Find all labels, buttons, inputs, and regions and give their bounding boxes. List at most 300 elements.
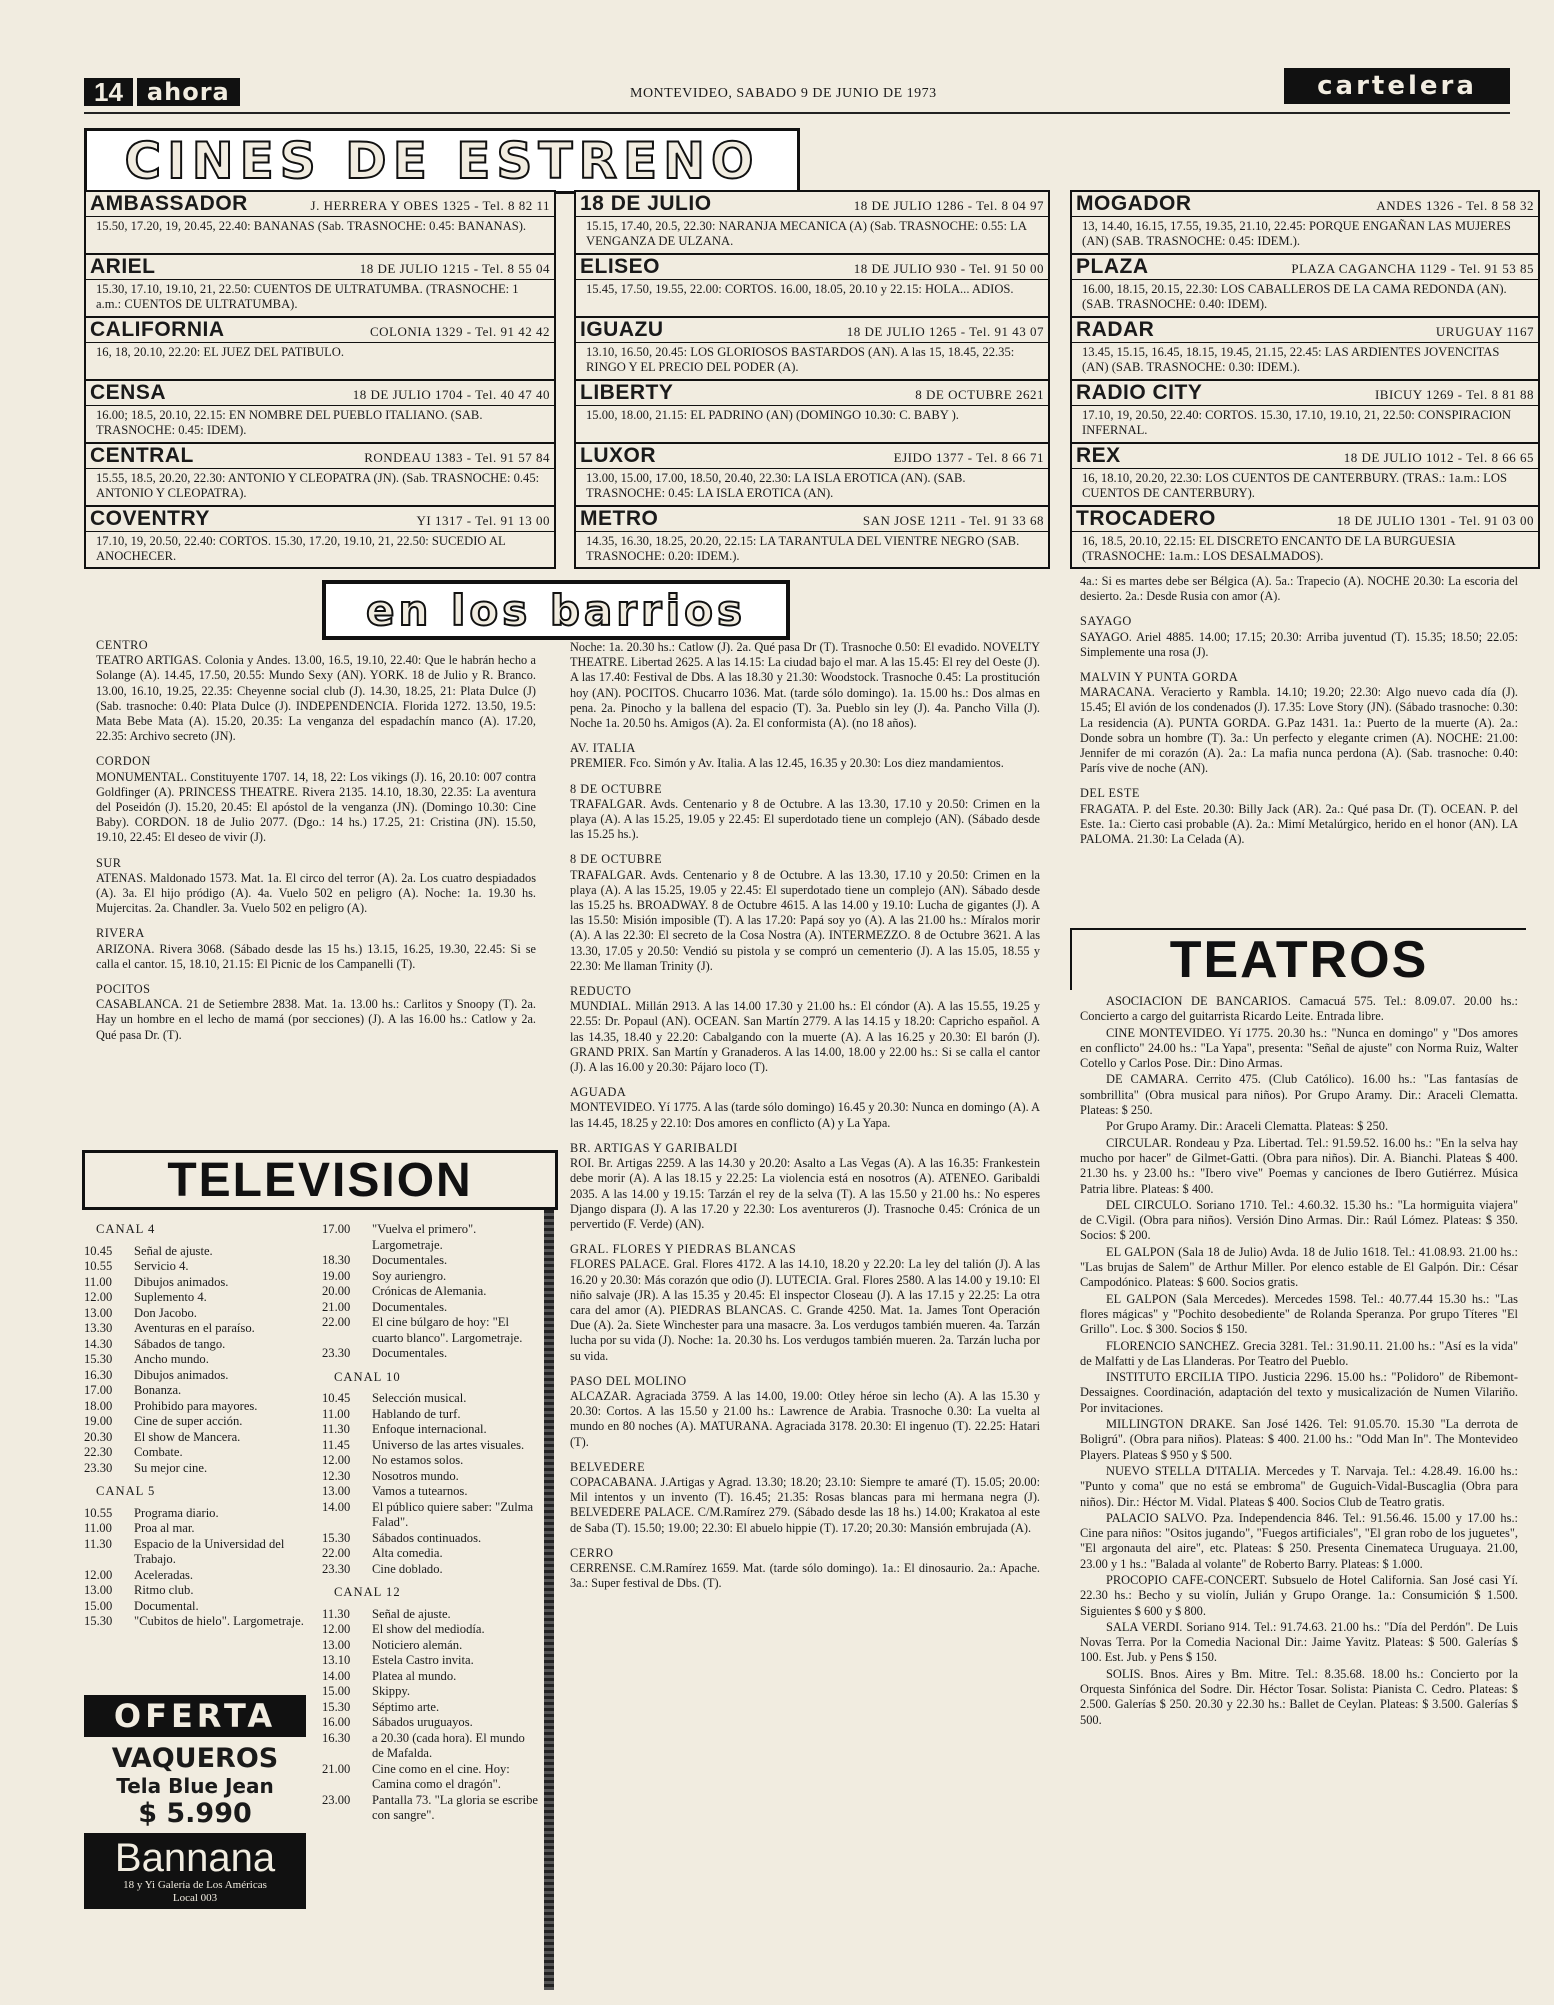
tv-program-time: 12.00 [322,1622,351,1636]
tv-program-time: 15.00 [322,1684,351,1698]
page-header-left [84,78,240,106]
tv-program-title: Aceleradas. [134,1567,194,1582]
barrio-section [1080,670,1518,776]
tv-program-title: El público quiere saber: "Zulma Falad". [372,1499,534,1529]
tv-program-time: 11.45 [322,1437,350,1452]
barrio-section [1080,574,1518,604]
tv-program [322,1269,538,1285]
cinema-header [1072,507,1538,532]
cinema-address: 18 DE JULIO 1704 - Tel. 40 47 40 [352,387,550,402]
theater-entry: PROCOPIO CAFE-CONCERT. Subsuelo de Hotel California. San José casi Yí. 22.30 hs.: Becho y su violín, Julián y Grupo Orange. 1a.: Consumición $ 1.500. Siguientes $ 600 y $ 800. [1080,1572,1518,1618]
tv-program-title: Don Jacobo. [134,1305,197,1320]
cinema-name: LIBERTY [580,381,674,404]
barrio-section [570,1460,1040,1536]
tv-program-time: 10.45 [84,1243,113,1258]
cinema-name: RADIO CITY [1076,381,1203,404]
tv-program [84,1399,304,1415]
estreno-column-3 [1070,190,1540,569]
tv-program [322,1715,538,1731]
tv-program-title: Dibujos animados. [134,1274,229,1289]
barrio-listings: PREMIER. Fco. Simón y Av. Italia. A las 12.45, 16.35 y 20.30: Los diez mandamientos. [570,756,1004,771]
barrio-listings: COPACABANA. J.Artigas y Agrad. 13.30; 18.20; 23.10: Siempre te amaré (T). 15.05; 20.00: Mil intentos y un invento (T). 16.45; 21.35: Rosas blancas para mi hermana negra (J). BELVEDERE PALACE. C/M.Ramírez 279. (Sábado desde las 18 hs.) 14.00; Krakatoa al este de Saba (T). 15.50; 19.00; 22.30: El abuelo hippie (T). 17.20; 20.30: Mansión embrujada (A). [570,1474,1040,1535]
cinema-header [86,444,554,469]
tv-program [322,1315,538,1346]
barrios-column-1 [96,638,536,1043]
cinema-address: RONDEAU 1383 - Tel. 91 57 84 [364,450,550,465]
cinema-address: 18 DE JULIO 1215 - Tel. 8 55 04 [359,261,550,276]
cinema-header [1072,318,1538,343]
tv-channel-name: CANAL 4 [96,1222,156,1236]
barrios-column-3 [1080,574,1518,847]
tv-program-title: El show del mediodía. [372,1622,485,1636]
tv-program [84,1506,304,1522]
tv-program-time: 14.00 [322,1499,351,1514]
barrio-section [570,741,1040,771]
tv-program-time: 18.30 [322,1253,351,1267]
theater-entry: PALACIO SALVO. Pza. Independencia 846. Tel.: 91.56.46. 15.00 y 17.00 hs.: Cine para niños: "Ositos jugando", "Fuegos artificiales", "El gran robo de los juguetes", "El argonauta del aire", etc. Plateas: $ 250. Presenta Cinemateca Uruguaya. 21.00, 23.00 y 1 hs.: "Balada al volante" de Roberto Barry. Plateas: $ 1.000. [1080,1510,1518,1571]
tv-program-title: Hablando de turf. [372,1406,461,1421]
tv-program-time: 12.00 [84,1290,113,1304]
theater-entry: DE CAMARA. Cerrito 475. (Club Católico). 16.00 hs.: "Las fantasías de sombrillita" (Obra musical para niños). Por Grupo Aramy. Dir.: Araceli Clematta. Plateas: $ 250. [1080,1072,1518,1118]
tv-program-title: Ancho mundo. [134,1352,209,1366]
cinema-listing [576,318,1048,381]
barrio-name: 8 DE OCTUBRE [570,781,663,796]
tv-program-title: Cine doblado. [372,1561,443,1576]
cinema-listing [1072,318,1538,381]
cinema-header [86,318,554,343]
cinema-name: REX [1076,444,1121,467]
tv-program-time: 12.00 [322,1453,351,1467]
barrio-section [96,638,536,744]
tv-program-time: 23.30 [322,1561,351,1576]
barrio-section [570,640,1040,731]
tv-program [322,1793,538,1824]
tv-program-title: No estamos solos. [372,1453,464,1467]
cinema-name: 18 DE JULIO [580,192,712,215]
barrio-listings: TEATRO ARTIGAS. Colonia y Andes. 13.00, 16.5, 19.10, 22.40: Que le habrán hecho a Solange (A). 14.45, 17.50, 20.55: Mundo Sexy (AN). YORK. 18 de Julio y R. Branco. 13.00, 16.10, 19.25, 22.35: Cheyenne social club (J). 14.30, 18.25, 21: Plata Dulce (J) (Sab. trasnoche: 0.40: Plata Dulce (J). INDEPENDENCIA. Florida 1272. 13.50, 19.5: Mata Bebe Mata (A). 15.20, 20.35: La venganza del espadachín manco (A). 17.20, 22.35: Archivo secreto (JN). [96,653,536,744]
theater-entry: CINE MONTEVIDEO. Yí 1775. 20.30 hs.: "Nunca en domingo" y "Dos amores en conflicto" 24.00 hs.: "La Yapa", presenta: "Señal de ajuste" con Norma Ruiz, Walter Cotello y Carlos Pose. Dir.: Dino Armas. [1080,1025,1518,1071]
tv-program-title: Dibujos animados. [134,1367,229,1382]
cinema-name: TROCADERO [1076,507,1216,530]
cinema-showtimes: 16.00, 18.15, 20.15, 22.30: LOS CABALLEROS DE LA CAMA REDONDA (AN). (SAB. TRASNOCHE: 0.40: IDEM). [1082,282,1507,311]
tv-program [322,1531,538,1547]
theater-entry: DEL CIRCULO. Soriano 1710. Tel.: 4.60.32. 15.30 hs.: "La hormiguita viajera" de C.Vigil. (Obra para niños). Versión Dino Armas. Dir.: Raúl Lómez. Plateas: $ 350. Socios: $ 200. [1080,1197,1518,1243]
tv-program [322,1346,538,1362]
cinema-name: IGUAZU [580,318,664,341]
teatros-list [1080,994,1518,1729]
cinema-address: 18 DE JULIO 1301 - Tel. 91 03 00 [1336,513,1534,528]
cinema-address: URUGUAY 1167 [1435,324,1534,339]
tv-program [84,1599,304,1615]
cinema-listing [1072,507,1538,568]
tv-program-time: 15.30 [84,1352,113,1366]
theater-entry: EL GALPON (Sala Mercedes). Mercedes 1598. Tel.: 40.77.44 15.30 hs.: "Las flores mágicas" y "Pochito desobediente" de Rolanda Speranza. Por grupo Títeres "El Grillo". Loc. $ 300. Socios $ 150. [1080,1291,1518,1337]
cinema-header [86,255,554,280]
tv-program-title: Sábados uruguayos. [372,1715,473,1729]
tv-program [84,1337,304,1353]
theater-entry: NUEVO STELLA D'ITALIA. Mercedes y T. Narvaja. Tel.: 4.28.49. 16.00 hs.: "Punto y coma" que no está se embroma" de Guguich-Vidal-Buscaglia (Obra para niños). Dir.: Héctor M. Vidal. Plateas $ 400. Socios Club de Teatro gratis. [1080,1463,1518,1509]
tv-program-title: Platea al mundo. [372,1668,457,1683]
cinema-address: ANDES 1326 - Tel. 8 58 32 [1376,198,1534,213]
tv-program-title: Selección musical. [372,1391,467,1405]
barrios-column-2 [570,640,1040,1591]
barrio-name: RIVERA [96,926,145,941]
tv-program-title: Espacio de la Universidad del Trabajo. [134,1536,285,1566]
barrio-name: GRAL. FLORES Y PIEDRAS BLANCAS [570,1242,797,1257]
teatros-title-box [1070,928,1526,990]
tv-program-title: Vamos a tutearnos. [372,1484,468,1498]
cinema-name: PLAZA [1076,255,1149,278]
cinema-address: COLONIA 1329 - Tel. 91 42 42 [369,324,550,339]
tv-program-title: Sábados de tango. [134,1336,226,1351]
barrio-listings: MUNDIAL. Millán 2913. A las 14.00 17.30 y 21.00 hs.: El cóndor (A). A las 15.55, 19.25 y 22.55: Dr. Popaul (AN). OCEAN. San Martín 2779. A las 14.15 y 18.20: Capricho español. A las 14.35, 18.40 y 22.20: Cabalgando con la muerte (A). A las 16.25 y 20.30: El barón (J). GRAND PRIX. San Martín y Granaderos. A las 14.00, 18.00 y 22.00 hs.: Si se calla el cantor (J). A las 16.00 y 20.30: Pájaro loco (T). [570,999,1040,1075]
tv-program-title: Noticiero alemán. [372,1637,463,1652]
tv-program-time: 22.30 [84,1445,113,1459]
cinema-listing [86,318,554,381]
barrio-section [570,1141,1040,1232]
tv-program-title: Programa diario. [134,1505,219,1520]
barrio-name: AGUADA [570,1085,627,1100]
tv-program [84,1614,304,1630]
barrio-listings: SAYAGO. Ariel 4885. 14.00; 17.15; 20.30: Arriba juventud (T). 15.35; 18.50; 22.05: Simplemente una rosa (J). [1080,629,1518,659]
tv-program [322,1438,538,1454]
estreno-column-1 [84,190,556,569]
barrio-name: PASO DEL MOLINO [570,1373,687,1388]
tv-program-time: 15.30 [322,1699,351,1714]
tv-program [322,1453,538,1469]
cinema-showtimes: 17.10, 19, 20.50, 22.40: CORTOS. 15.30, 17.20, 19.10, 21, 22.50: SUCEDIO AL ANOCHECER. [96,534,506,563]
cinema-header [86,192,554,217]
tv-channel-name: CANAL 5 [96,1484,156,1498]
tv-program-time: 17.00 [84,1383,113,1397]
ad-store-address: 18 y Yi Galería de Los Américas [123,1879,267,1891]
cinema-name: CENTRAL [90,444,194,467]
tv-program [322,1253,538,1269]
cinema-address: 18 DE JULIO 930 - Tel. 91 50 00 [853,261,1044,276]
cinema-listing [1072,444,1538,507]
barrio-listings: ATENAS. Maldonado 1573. Mat. 1a. El circo del terror (A). 2a. Los cuatro despiadados (A). 3a. El hijo pródigo (A). 4a. Vuelo 502 en peligro (A). Noche: 1a. 19.30 hs. Mujercitas. 2a. Chandler. 3a. Vuelo 502 en peligro (A). [96,870,536,916]
tv-program-time: 19.00 [322,1268,351,1283]
tv-program-title: El cine búlgaro de hoy: "El cuarto blanco". Largometraje. [372,1315,523,1345]
tv-program [84,1244,304,1260]
tv-program [322,1500,538,1531]
cinema-name: ELISEO [580,255,661,278]
tv-program-title: Documentales. [372,1299,448,1314]
cinema-showtimes: 15.45, 17.50, 19.55, 22.00: CORTOS. 16.00, 18.05, 20.10 y 22.15: HOLA... ADIOS. [586,282,1014,296]
barrio-listings: ALCAZAR. Agraciada 3759. A las 14.00, 19.00: Otley héroe sin lecho (A). A las 15.30 y 20.30: Cortos. A las 15.50 y 21.00 hs.: Lawrence de Arabia. Trasnoche 0.30: La vuelta al mundo en 80 noches (A). MATURANA. Agraciada 3178. 20.30: El ingenuo (T). 22.25: Hatari (T). [570,1388,1040,1449]
cinema-showtimes: 14.35, 16.30, 18.25, 20.20, 22.15: LA TARANTULA DEL VIENTRE NEGRO (SAB. TRASNOCHE: 0.20: IDEM.). [586,534,1020,563]
cinema-showtimes: 16, 18.10, 20.20, 22.30: LOS CUENTOS DE CANTERBURY. (TRAS.: 1a.m.: LOS CUENTOS DE CANTERBURY). [1082,471,1507,500]
barrio-listings: ROI. Br. Artigas 2259. A las 14.30 y 20.20: Asalto a Las Vegas (A). A las 16.35: Frankestein debe morir (A). A las 18.15 y 22.25: La violencia está en nosotros (A). ATENEO. Garibaldi 2035. A las 14.00 y 19.15: Tarzán el rey de la selva (T). A las 15.50 y 21.00 hs.: No esperes Django dispara (J). A las 17.20 y 22.30: Los aventureros (J). Trasnoche 0.45: Crónica de un pervertido (F. Verde) (AN). [570,1156,1040,1231]
tv-program-time: 13.30 [84,1321,113,1335]
tv-program-time: 13.00 [322,1484,351,1498]
cinema-showtimes: 13.00, 15.00, 17.00, 18.50, 20.40, 22.30: LA ISLA EROTICA (AN). (SAB. TRASNOCHE: 0.45: LA ISLA EROTICA (AN). [586,471,966,500]
tv-program-title: Documentales. [372,1253,448,1267]
cinema-address: PLAZA CAGANCHA 1129 - Tel. 91 53 85 [1291,261,1534,276]
tv-program [84,1414,304,1430]
theater-entry: CIRCULAR. Rondeau y Pza. Libertad. Tel.: 91.59.52. 16.00 hs.: "En la selva hay mucho por hacer" de Gilmet-Gatti. (Obra para niños). Dir. A. Bianchi. Plateas $ 400. 21.30 hs. y 23.00 hs.: "Ibero vive" Poemas y canciones de Ibero Gutiérrez. Música Patria libre. Plateas: $ 400. [1080,1135,1518,1196]
cinema-header [1072,444,1538,469]
cinema-header [576,507,1048,532]
barrio-listings: TRAFALGAR. Avds. Centenario y 8 de Octubre. A las 13.30, 17.10 y 20.50: Crimen en la playa (A). A las 15.25, 19.05 y 22.45: El superdotado tiene un complejo (AN). (Sábado desde las 15.25 hs.). [570,796,1040,842]
tv-program-time: 23.00 [322,1792,351,1807]
cinema-header [1072,381,1538,406]
barrio-name: BR. ARTIGAS Y GARIBALDI [570,1140,738,1155]
tv-program-title: a 20.30 (cada hora). El mundo de Mafalda. [372,1730,525,1760]
cinema-name: METRO [580,507,659,530]
barrio-name: 8 DE OCTUBRE [570,852,663,867]
barrio-listings: MONUMENTAL. Constituyente 1707. 14, 18, 22: Los vikings (J). 16, 20.10: 007 contra Goldfinger (A). PRINCESS THEATRE. Rivera 2135. 14.10, 18.30, 22.35: La aventura del Poseidón (J). 15.20, 20.45: El apóstol de la venganza (JN). (Domingo 10.30: Cine Baby). CORDON. 18 de Julio 2077. (Dgo.: 14 hs.) 17.25, 21: Cristina (JN). 15.50, 19.10, 22.45: El deseo de vivir (J). [96,769,536,845]
barrio-name: REDUCTO [570,984,632,999]
tv-program-title: Séptimo arte. [372,1699,440,1714]
ad-headline: OFERTA [84,1695,306,1737]
cinema-name: LUXOR [580,444,656,467]
tv-program-time: 10.45 [322,1391,351,1405]
tv-program [322,1700,538,1716]
tv-program-title: Crónicas de Alemania. [372,1284,487,1298]
tv-program-time: 13.00 [322,1637,351,1652]
teatros-title: TEATROS [1169,931,1429,989]
tv-program-time: 19.00 [84,1414,113,1428]
barrio-name: MALVIN Y PUNTA GORDA [1080,670,1239,685]
tv-program [322,1622,538,1638]
cinema-showtimes: 16, 18, 20.10, 22.20: EL JUEZ DEL PATIBULO. [96,345,345,359]
tv-program-time: 11.00 [84,1521,112,1535]
tv-column-divider [544,1210,554,1990]
tv-program [322,1638,538,1654]
theater-entry: MILLINGTON DRAKE. San José 1426. Tel: 91.05.70. 15.30 "La derrota de Boligrú". (Obra para niños). Plateas: $ 400. 21.00 hs.: "Odd Man In". The Montevideo Players. Plateas $ 950 y $ 500. [1080,1417,1518,1462]
barrio-section [570,1374,1040,1450]
cinema-name: RADAR [1076,318,1155,341]
tv-program-title: "Vuelva el primero". Largometraje. [372,1222,477,1252]
tv-program-title: Documentales. [372,1346,448,1360]
barrio-listings: Noche: 1a. 20.30 hs.: Catlow (J). 2a. Qué pasa Dr (T). Trasnoche 0.50: El evadido. NOVELTY THEATRE. Libertad 2625. A las 14.15: La ciudad bajo el mar. A las 15.45: El rey del Oeste (J). A las 17.40: Festival de Dbs. A las 18.30 y 21.30: Woodstock. Trasnoche 0.45: La prostitución hoy (AN). POCITOS. Chucarro 1036. Mat. (tarde sólo domingo). 1a. 15.00 hs.: Dos almas en pena. 2a. Pinocho y la ballena del espacio (T). 3a. Pueblo sin ley (J). 4a. Pancho Villa (J). Noche 1a. 20.50 hs. Amigos (A). 2a. El conformista (A). (no 18 años). [570,640,1040,731]
barrio-name: AV. ITALIA [570,741,636,756]
tv-program [84,1383,304,1399]
tv-program-time: 16.00 [322,1715,351,1729]
tv-program [84,1368,304,1384]
tv-program [322,1653,538,1669]
barrio-section [570,984,1040,1075]
tv-program-time: 11.30 [322,1606,350,1621]
tv-program-title: Cine como en el cine. Hoy: Camina como el dragón". [372,1761,510,1791]
cinema-showtimes: 13.45, 15.15, 16.45, 18.15, 19.45, 21.15, 22.45: LAS ARDIENTES JOVENCITAS (AN) (SAB. TRASNOCHE: 0.30: IDEM.). [1082,345,1500,374]
cinema-header [86,381,554,406]
tv-program-time: 17.00 [322,1222,351,1236]
tv-program-title: Señal de ajuste. [372,1606,451,1621]
tv-program [84,1275,304,1291]
barrio-listings: MARACANA. Veracierto y Rambla. 14.10; 19.20; 22.30: Algo nuevo cada día (J). 15.45; El avión de los condenados (J). 17.35: Love Story (JN). (Sábado trasnoche: 0.30: La residencia (A). PUNTA GORDA. G.Paz 1431. 1a.: Puerto de la muerte (A). 2a.: Donde sobra un hombre (T). 3a.: Un perfecto y elegante crimen (A). NOCHE: 21.00: Jennifer de mi corazón (A). 2a.: La mafia nunca perdona (A). (Sab. trasnoche: 0.40: París vive de noche (AN). [1080,685,1518,776]
tv-program-title: Ritmo club. [134,1583,194,1597]
page-number: 14 [84,78,133,106]
cinema-address: SAN JOSE 1211 - Tel. 91 33 68 [862,513,1044,528]
barrio-section [1080,614,1518,660]
tv-program-title: Su mejor cine. [134,1460,208,1475]
ad-price: $ 5.990 [138,1798,252,1829]
tv-title: TELEVISION [167,1153,473,1207]
tv-program [322,1469,538,1485]
barrio-name: CORDON [96,754,151,769]
estreno-title: CINES DE ESTRENO [124,132,760,190]
cinema-name: ARIEL [90,255,156,278]
cinema-address: 18 DE JULIO 1012 - Tel. 8 66 65 [1343,450,1534,465]
cinema-listing [1072,192,1538,255]
tv-program-title: Proa al mar. [134,1521,195,1535]
tv-program [322,1546,538,1562]
cinema-listing [86,255,554,318]
masthead-logo: ahora [137,78,240,106]
tv-program [84,1445,304,1461]
tv-program-time: 15.00 [84,1598,113,1613]
cinema-listing [86,192,554,255]
barrio-section [570,1546,1040,1592]
tv-program-time: 13.00 [84,1583,113,1597]
barrio-listings: CERRENSE. C.M.Ramírez 1659. Mat. (tarde sólo domingo). 1a.: El dinosaurio. 2a.: Apache. 3a.: Super festival de Dbs. (T). [570,1560,1040,1591]
ad-fabric: Tela Blue Jean [116,1774,274,1798]
tv-program-time: 21.00 [322,1761,351,1776]
barrio-listings: 4a.: Si es martes debe ser Bélgica (A). 5a.: Trapecio (A). NOCHE 20.30: La escoria del desierto. 2a.: Desde Rusia con amor (A). [1080,574,1518,604]
tv-program-time: 11.30 [84,1536,112,1551]
tv-program [322,1222,538,1253]
cinema-address: 18 DE JULIO 1286 - Tel. 8 04 97 [853,198,1044,213]
cinema-header [1072,192,1538,217]
tv-program [322,1762,538,1793]
estreno-title-box [84,128,800,194]
tv-program-time: 13.10 [322,1653,351,1667]
tv-program-time: 21.00 [322,1299,351,1314]
cinema-listing [1072,255,1538,318]
tv-program [322,1684,538,1700]
cinema-name: AMBASSADOR [90,192,248,215]
cinema-listing [576,507,1048,568]
barrio-name: DEL ESTE [1080,786,1140,801]
barrio-section [570,852,1040,974]
cinema-showtimes: 13, 14.40, 16.15, 17.55, 19.35, 21.10, 22.45: PORQUE ENGAÑAN LAS MUJERES (AN) (SAB. TRASNOCHE: 0.45: IDEM.). [1082,219,1511,248]
cinema-showtimes: 15.00, 18.00, 21.15: EL PADRINO (AN) (DOMINGO 10.30: C. BABY ). [586,408,959,422]
cinema-name: CENSA [90,381,167,404]
cinema-header [1072,255,1538,280]
header-rule [84,112,1510,114]
cinema-address: IBICUY 1269 - Tel. 8 81 88 [1374,387,1534,402]
barrio-name: CENTRO [96,638,149,652]
tv-program [322,1407,538,1423]
theater-entry: SOLIS. Bnos. Aires y Bm. Mitre. Tel.: 8.35.68. 18.00 hs.: Concierto por la Orquesta Sinfónica del Sodre. Dir. Héctor Tosar. Solista: Pianista C. Cedro. Plateas: $ 2.500. Galerías $ 250. 20.30 y 22.30 hs.: Ballet de Ceylan. Plateas: $ 3.500. Galerías $ 500. [1080,1666,1518,1727]
tv-program-time: 20.00 [322,1284,351,1298]
cinema-showtimes: 15.15, 17.40, 20.5, 22.30: NARANJA MECANICA (A) (Sab. TRASNOCHE: 0.55: LA VENGANZA DE ULZANA. [586,219,1027,248]
cinema-address: J. HERRERA Y OBES 1325 - Tel. 8 82 11 [310,198,550,213]
barrio-name: CERRO [570,1545,614,1560]
tv-program-title: El show de Mancera. [134,1429,241,1444]
tv-program-title: Combate. [134,1445,183,1459]
theater-entry: FLORENCIO SANCHEZ. Grecia 3281. Tel.: 31.90.11. 21.00 hs.: "Así es la vida" de Malfatti y de Las Llanderas. Por Teatro del Pueblo. [1080,1338,1518,1368]
tv-program [84,1537,304,1568]
cinema-listing [86,381,554,444]
tv-program-title: Skippy. [372,1684,411,1698]
tv-program-time: 20.30 [84,1429,113,1444]
cinema-listing [86,444,554,507]
cinema-header [576,381,1048,406]
barrio-section [1080,786,1518,847]
tv-program-time: 15.30 [84,1614,113,1628]
tv-program [84,1583,304,1599]
theater-entry: ASOCIACION DE BANCARIOS. Camacuá 575. Tel.: 8.09.07. 20.00 hs.: Concierto a cargo del guitarrista Ricardo Leite. Entrada libre. [1080,994,1518,1024]
tv-program-title: Alta comedia. [372,1546,443,1560]
tv-program-title: Señal de ajuste. [134,1243,213,1258]
barrio-section [570,1085,1040,1131]
tv-channel-name: CANAL 10 [334,1369,401,1384]
ad-store-name: Bannana [114,1836,276,1880]
barrio-name: SUR [96,855,122,870]
barrio-section [570,782,1040,843]
cinema-showtimes: 13.10, 16.50, 20.45: LOS GLORIOSOS BASTARDOS (AN). A las 15, 18.45, 22.35: RINGO Y EL PRECIO DEL PODER (A). [586,345,1015,374]
tv-program [84,1521,304,1537]
barrios-title-box [322,580,790,640]
tv-program [322,1484,538,1500]
cinema-listing [576,444,1048,507]
tv-column-1 [84,1214,304,1630]
barrio-section [570,1242,1040,1364]
barrio-name: BELVEDERE [570,1459,646,1474]
tv-program-time: 11.00 [322,1406,350,1421]
tv-program [322,1607,538,1623]
cinema-address: 18 DE JULIO 1265 - Tel. 91 43 07 [846,324,1044,339]
tv-program [322,1422,538,1438]
cinema-listing [576,192,1048,255]
barrio-listings: TRAFALGAR. Avds. Centenario y 8 de Octubre. A las 13.30, 17.10 y 20.50: Crimen en la playa (A). A las 15.25, 19.05 y 22.45: El superdotado tiene un complejo (AN). Sábado desde las 15.25 hs. BROADWAY. 8 de Octubre 4615. A las 14.00 y 19.10: Lucha de gigantes (J). A las 15.50: Misión imposible (T). A las 17.20: Papá soy yo (A). A las 21.00 hs.: Míralos morir (A). A las 22.30: El secreto de la Cosa Nostra (A). INTERMEZZO. 8 de Octubre 3621. A las 13.30, 17.05 y 20.50: Vendió su pistola y se compró un cementerio (J). A las 15.05, 18.55 y 22.30: Me llaman Trinity (J). [570,867,1040,973]
cinema-header [86,507,554,532]
ad-store-local: Local 003 [172,1892,218,1904]
tv-program-title: Soy auriengro. [372,1268,447,1283]
barrio-section [96,982,536,1043]
theater-entry: EL GALPON (Sala 18 de Julio) Avda. 18 de Julio 1618. Tel.: 41.08.93. 21.00 hs.: "Las brujas de Salem" de Arthur Miller. Por elenco estable de El Galpón. Dir.: César Campodónico. Plateas: $ 600. Socios gratis. [1080,1244,1518,1290]
tv-program-time: 16.30 [84,1367,113,1382]
tv-program [322,1562,538,1578]
tv-program-title: Aventuras en el paraíso. [134,1321,255,1335]
cinema-showtimes: 15.55, 18.5, 20.20, 22.30: ANTONIO Y CLEOPATRA (JN). (Sab. TRASNOCHE: 0.45: ANTONIO Y CLEOPATRA). [96,471,540,500]
tv-program-title: Documental. [134,1598,199,1613]
barrio-name: SAYAGO [1080,614,1132,629]
barrio-section [96,926,536,972]
tv-program-time: 10.55 [84,1505,113,1520]
barrio-listings: ARIZONA. Rivera 3068. (Sábado desde las 15 hs.) 13.15, 16.25, 19.30, 22.45: Si se calla el cantor. 15, 18.10, 21.15: El Picnic de los Campanelli (T). [96,941,536,971]
cinema-showtimes: 15.30, 17.10, 19.10, 21, 22.50: CUENTOS DE ULTRATUMBA. (TRASNOCHE: 1 a.m.: CUENTOS DE ULTRATUMBA). [96,282,519,311]
tv-program-title: Prohibido para mayores. [134,1398,258,1413]
ad-product: VAQUEROS [111,1743,279,1774]
tv-program-time: 10.55 [84,1259,113,1273]
tv-program-title: Sábados continuados. [372,1530,482,1545]
tv-program [322,1669,538,1685]
cinema-header [576,444,1048,469]
bannana-ad [84,1695,306,1945]
estreno-column-2 [574,190,1050,569]
tv-program-title: Enfoque internacional. [372,1422,487,1436]
tv-program-time: 14.30 [84,1336,113,1351]
tv-program-time: 11.00 [84,1274,112,1289]
cinema-showtimes: 15.50, 17.20, 19, 20.45, 22.40: BANANAS (Sab. TRASNOCHE: 0.45: BANANAS). [96,219,527,233]
cinema-name: CALIFORNIA [90,318,225,341]
issue-date: MONTEVIDEO, SABADO 9 DE JUNIO DE 1973 [630,86,937,101]
tv-program-time: 11.30 [322,1422,350,1436]
tv-program-title: "Cubitos de hielo". Largometraje. [134,1614,304,1628]
tv-program [84,1352,304,1368]
cinema-listing [576,381,1048,444]
cinema-header [576,255,1048,280]
tv-program-title: Pantalla 73. "La gloria se escribe con sangre". [372,1792,539,1822]
tv-program [322,1391,538,1407]
cinema-showtimes: 16, 18.5, 20.10, 22.15: EL DISCRETO ENCANTO DE LA BURGUESIA (TRASNOCHE: 1a.m.: LOS DESALMADOS). [1082,534,1456,563]
cinema-header [576,318,1048,343]
tv-program-time: 12.30 [322,1468,351,1483]
